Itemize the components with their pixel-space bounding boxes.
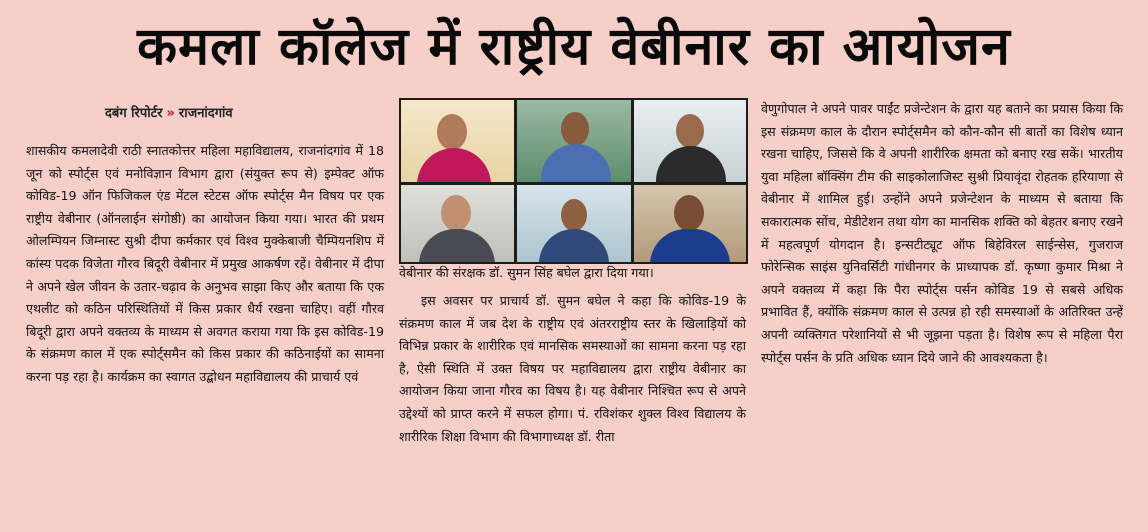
- byline-separator: »: [166, 106, 175, 121]
- article-column-3: [761, 98, 1123, 369]
- byline-place: राजनांदगांव: [178, 106, 233, 121]
- column-2-paragraph: इस अवसर पर प्राचार्य डॉ. सुमन बघेल ने कहा कि कोविड-19 के संक्रमण काल में जब देश के राष्ट्रीय एवं अंतरराष्ट्रीय स्तर के खिलाड़ियों को विभिन्न प्रकार के शारीरिक एवं मानसिक समस्याओं का सामना करना पड़ रहा है, ऐसी स्थिति में उक्त विषय पर महाविद्यालय द्वारा राष्ट्रीय वेबीनार का आयोजन किया जाना गौरव का विषय है। यह वेबीनार निश्चित रूप से अपने उद्देश्यों को प्राप्त करने में सफल होगा। पं. रविशंकर शुक्ल विश्व विद्यालय के शारीरिक शिक्षा विभाग की विभागाध्यक्ष डॉ. रीता: [399, 293, 746, 444]
- webinar-screenshot-photo: [399, 98, 748, 264]
- article-column-1: [26, 140, 384, 389]
- participant-tile: [517, 100, 631, 182]
- photo-caption: वेबीनार की संरक्षक डॉ. सुमन सिंह बघेल द्वारा दिया गया।: [399, 265, 654, 280]
- column-3-paragraph: वेणुगोपाल ने अपने पावर पाईंट प्रजेन्टेशन के द्वारा यह बताने का प्रयास किया कि इस संक्रमण काल के दौरान स्पोर्ट्समैन को कौन-कौन सी बातों का विशेष ध्यान रखना चाहिए, जिससे कि वे अपनी शारीरिक क्षमता को बनाए रख सकें। भारतीय युवा महिला बॉक्सिंग टीम की साइकोलाजिस्ट सुश्री प्रियावृंदा रोहतक हरियाणा से वेबीनार में शामिल हुई। उन्होंने अपने प्रजेन्टेशन के माध्यम से बताया कि सकारात्मक सोंच, मेडीटेशन तथा योग का मानसिक शक्ति को बेहतर बनाए रखने में महत्वपूर्ण योगदान है। इन्सटीट्यूट ऑफ बिहेविरल साईन्सेस, गुजराज फोरेन्सिक साइंस युनिवर्सिटी गांधीनगर के प्राध्यापक डॉ. कृष्णा कुमार मिश्रा ने अपने वक्तव्य में कहा कि पैरा स्पोर्ट्स पर्सन कोविड 19 से सबसे अधिक प्रभावित हैं, क्योंकि संक्रमण काल से उत्पन्न हो रही समस्याओं के अतिरिक्त उन्हें अपनी व्यक्तिगत परेशानियों से भी जूझना पड़ता है। विशेष रूप से महिला पैरा स्पोर्ट्स पर्सन के प्रति अधिक ध्यान दिये जाने की आवश्यकता है।: [761, 101, 1123, 365]
- participant-tile: [401, 100, 514, 182]
- participant-tile: [517, 185, 631, 262]
- byline: [105, 103, 233, 121]
- article-column-2: [399, 290, 746, 448]
- participant-tile: [401, 185, 514, 262]
- byline-reporter: दबंग रिपोर्टर: [105, 106, 163, 121]
- participant-tile: [634, 100, 746, 182]
- column-1-paragraph: शासकीय कमलादेवी राठी स्नातकोत्तर महिला महाविद्यालय, राजनांदगांव में 18 जून को स्पोर्ट्स एवं मनोविज्ञान विभाग द्वारा (संयुक्त रूप से) इम्पेक्ट ऑफ कोविड-19 ऑन फिजिकल एंड मेंटल स्टेटस ऑफ स्पोर्ट्स मैन विषय पर एक राष्ट्रीय वेबीनार (ऑनलाईन संगोष्ठी) का आयोजन किया गया। भारत की प्रथम ओलम्पियन जिम्नास्ट सुश्री दीपा कर्मकार एवं विश्व मुक्केबाजी चैम्पियनशिप में कांस्य पदक विजेता गौरव बिदूरी वेबीनार में प्रमुख आकर्षण रहें। वेबीनार में दीपा ने अपने खेल जीवन के उतार-चढ़ाव के अनुभव साझा किए और बताया कि एक एथलीट को कठिन परिस्थितियों में किस प्रकार धैर्य रखना चाहिए। वहीं गौरव बिदूरी द्वारा अपने वक्तव्य के माध्यम से अवगत कराया गया कि इस कोविड-19 के संक्रमण काल में एक स्पोर्ट्समैन को किस प्रकार की कठिनाईयों का सामना करना पड़ रहा है। कार्यक्रम का स्वागत उद्बोधन महाविद्यालय की प्राचार्य एवं: [26, 143, 384, 384]
- headline: कमला कॉलेज में राष्ट्रीय वेबीनार का आयोजन: [137, 17, 1011, 77]
- participant-tile: [634, 185, 746, 262]
